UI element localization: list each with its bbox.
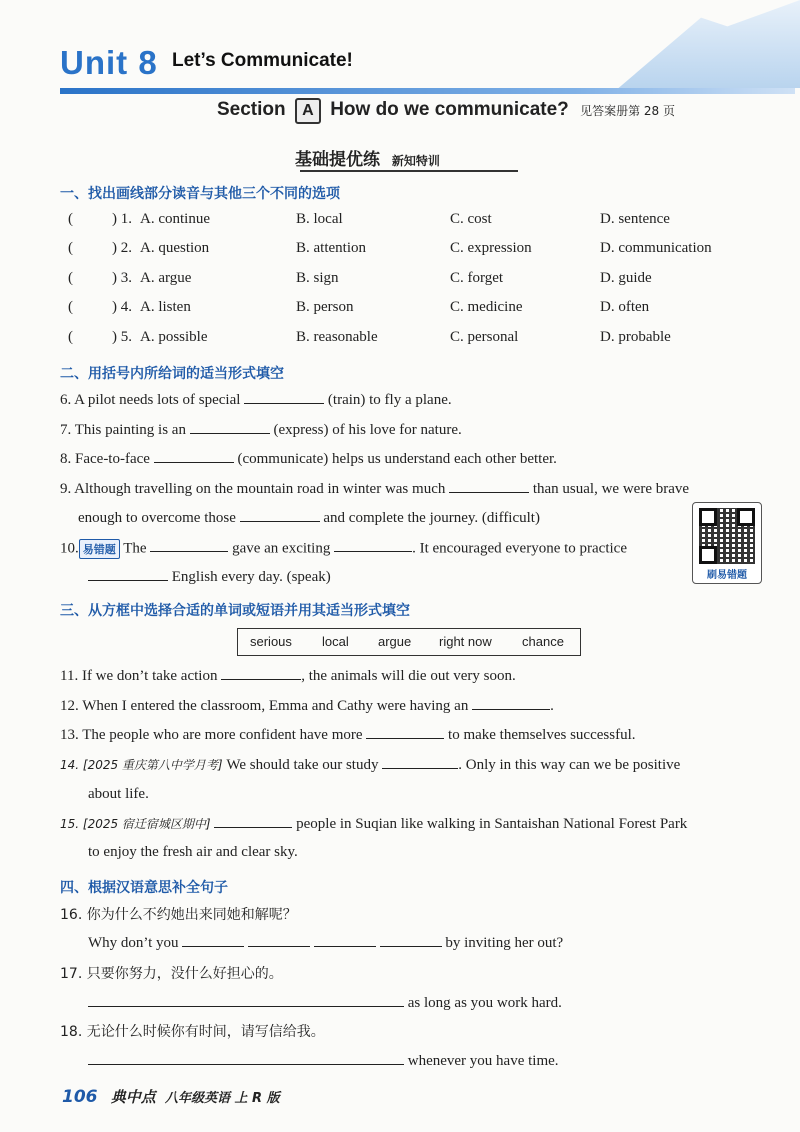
q14-text-b: . Only in this way can we be positive [458, 757, 681, 773]
question-17: 17. 只要你努力，没什么好担心的。 [60, 966, 283, 982]
word-box-item: right now [439, 634, 492, 649]
q12-text-a: 12. When I entered the classroom, Emma and Cathy were having an [60, 698, 469, 714]
qr-corner [737, 508, 755, 526]
practice-banner [295, 145, 440, 170]
question-17-answer [88, 994, 562, 1012]
option-c: C. cost [450, 211, 492, 227]
q10-text-b: gave an exciting [232, 540, 331, 557]
q9-text-c: enough to overcome those [78, 510, 236, 526]
question-18-answer [88, 1052, 559, 1070]
part2-title: 二、用括号内所给词的适当形式填空 [60, 366, 284, 382]
page-footer [62, 1086, 280, 1107]
unit-title: Let’s Communicate! [172, 50, 353, 71]
qr-code[interactable] [692, 502, 762, 584]
error-prone-tag: 易错题 [79, 539, 120, 559]
answer-paren[interactable]: ( [68, 299, 73, 315]
question-10 [60, 539, 627, 559]
banner-subtitle: 新知特训 [391, 154, 440, 168]
word-box-item: serious [250, 634, 292, 649]
q12-blank[interactable] [472, 697, 550, 710]
banner-underline [300, 170, 518, 172]
q13-text-a: 13. The people who are more confident have more [60, 727, 363, 743]
q7-text-b: (express) of his love for nature. [273, 422, 462, 438]
unit-number: Unit 8 [60, 44, 158, 81]
option-d: D. probable [600, 329, 671, 345]
option-a: A. continue [140, 211, 210, 227]
q16-text-b: by inviting her out? [445, 935, 564, 951]
answer-paren[interactable]: ( [68, 270, 73, 286]
section-heading [217, 98, 675, 124]
answer-paren[interactable]: ( [68, 329, 73, 345]
q10-blank-2[interactable] [334, 539, 412, 552]
q10-blank-3[interactable] [88, 568, 168, 581]
q15-text-a: people in Suqian like walking in Santaishan National Forest Park [296, 816, 688, 832]
option-d: D. sentence [600, 211, 670, 227]
q6-text-a: 6. A pilot needs lots of special [60, 392, 241, 408]
option-b: B. person [296, 299, 354, 315]
q14-text-a: We should take our study [226, 757, 379, 773]
book-title: 八年级英语 上 R 版 [164, 1091, 280, 1106]
option-c: C. medicine [450, 299, 523, 315]
q14-blank[interactable] [382, 756, 458, 769]
word-box-item: argue [378, 634, 412, 649]
section-title: How do we communicate? [330, 99, 569, 120]
header-illustration [470, 0, 800, 88]
page-header [0, 0, 800, 95]
option-d: D. communication [600, 240, 712, 256]
option-c: C. personal [450, 329, 519, 345]
option-a: A. question [140, 240, 210, 256]
q8-blank[interactable] [154, 450, 234, 463]
word-box-item: local [322, 634, 349, 649]
q15-blank[interactable] [214, 815, 292, 828]
q16-blank-1[interactable] [182, 934, 244, 947]
option-d: D. guide [600, 270, 652, 286]
question-13 [60, 726, 635, 744]
option-a: A. listen [140, 299, 191, 315]
section-letter: A [295, 98, 321, 124]
q17-blank[interactable] [88, 994, 404, 1007]
qr-label: 刷易错题 [707, 570, 747, 581]
question-9 [60, 480, 689, 498]
option-b: B. attention [296, 240, 366, 256]
q13-blank[interactable] [366, 726, 444, 739]
q8-text-b: (communicate) helps us understand each other better. [237, 451, 557, 467]
q13-text-b: to make themselves successful. [448, 727, 636, 743]
option-c: C. expression [450, 240, 532, 256]
q11-blank[interactable] [221, 667, 301, 680]
banner-title: 基础提优练 [295, 150, 380, 170]
question-10-cont [88, 568, 331, 586]
q7-text-a: 7. This painting is an [60, 422, 186, 438]
question-9-cont [78, 509, 540, 527]
option-c: C. forget [450, 270, 504, 286]
answer-reference: 见答案册第 28 页 [580, 104, 675, 118]
question-7 [60, 421, 462, 439]
q10-number: 10. [60, 540, 79, 557]
question-number: ) 5. [112, 329, 132, 345]
question-15-cont: to enjoy the fresh air and clear sky. [88, 844, 298, 860]
qr-corner [699, 508, 717, 526]
q14-source: 14. [2025 重庆第八中学月考] [60, 758, 223, 772]
question-18: 18. 无论什么时候你有时间，请写信给我。 [60, 1024, 325, 1040]
question-number: ) 4. [112, 299, 132, 315]
page-number: 106 [62, 1087, 98, 1107]
q6-blank[interactable] [244, 391, 324, 404]
question-number: ) 3. [112, 270, 132, 286]
option-b: B. sign [296, 270, 339, 286]
q10-text-d: English every day. (speak) [171, 569, 331, 585]
question-6 [60, 391, 452, 409]
part1-title: 一、找出画线部分读音与其他三个不同的选项 [60, 186, 340, 202]
q9-text-d: and complete the journey. (difficult) [323, 510, 540, 526]
qr-corner [699, 546, 717, 564]
header-bar [60, 88, 795, 94]
question-12 [60, 697, 554, 715]
q11-text-a: 11. If we don’t take action [60, 668, 218, 684]
question-14-cont: about life. [88, 786, 149, 802]
q6-text-b: (train) to fly a plane. [327, 392, 452, 408]
q10-blank-1[interactable] [150, 539, 228, 552]
q16-blank-3[interactable] [314, 934, 376, 947]
q10-text-c: . It encouraged everyone to practice [412, 540, 627, 557]
q7-blank[interactable] [190, 421, 270, 434]
q17-text-a: as long as you work hard. [407, 995, 562, 1011]
word-box [237, 628, 581, 656]
question-number: ) 1. [112, 211, 132, 227]
section-label: Section [217, 99, 286, 120]
q9-text-a: 9. Although travelling on the mountain road in winter was much [60, 481, 446, 497]
option-b: B. local [296, 211, 343, 227]
q11-text-b: , the animals will die out very soon. [301, 668, 516, 684]
q9-blank-1[interactable] [449, 480, 529, 493]
question-15 [60, 815, 687, 833]
part4-title: 四、根据汉语意思补全句子 [60, 880, 228, 896]
question-16: 16. 你为什么不约她出来同她和解呢？ [60, 907, 297, 923]
question-8 [60, 450, 557, 468]
question-number: ) 2. [112, 240, 132, 256]
q15-source: 15. [2025 宿迁宿城区期中] [60, 817, 211, 831]
q16-blank-2[interactable] [248, 934, 310, 947]
q10-text-a: The [123, 540, 147, 557]
question-14 [60, 756, 680, 774]
question-16-answer [88, 934, 563, 952]
option-a: A. argue [140, 270, 192, 286]
q9-blank-2[interactable] [240, 509, 320, 522]
option-b: B. reasonable [296, 329, 378, 345]
q18-blank[interactable] [88, 1052, 404, 1065]
answer-paren[interactable]: ( [68, 240, 73, 256]
q12-text-b: . [550, 698, 554, 714]
brand-logo: 典中点 [110, 1088, 156, 1106]
q16-text-a: Why don’t you [88, 935, 179, 951]
word-box-item: chance [522, 634, 564, 649]
question-11 [60, 667, 516, 685]
option-a: A. possible [140, 329, 208, 345]
q9-text-b: than usual, we were brave [532, 481, 690, 497]
q16-blank-4[interactable] [380, 934, 442, 947]
part3-title: 三、从方框中选择合适的单词或短语并用其适当形式填空 [60, 603, 410, 619]
option-d: D. often [600, 299, 650, 315]
q18-text-a: whenever you have time. [407, 1053, 559, 1069]
answer-paren[interactable]: ( [68, 211, 73, 227]
q8-text-a: 8. Face-to-face [60, 451, 150, 467]
